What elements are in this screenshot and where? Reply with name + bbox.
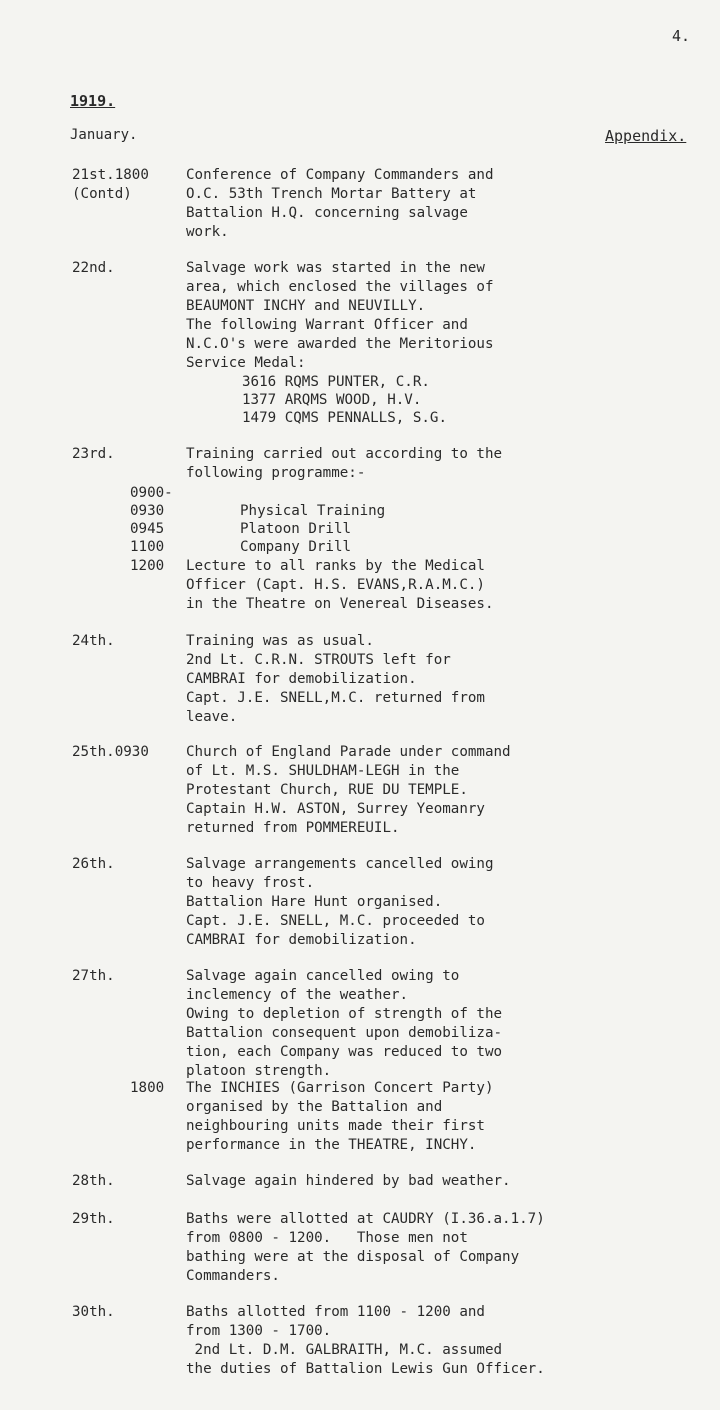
lecture-text: Lecture to all ranks by the Medical Officer (Capt. H.S. EVANS,R.A.M.C.) in the Theatre on Venereal Diseases.: [186, 558, 494, 612]
entry-text: Salvage work was started in the new area, which enclosed the villages of BEAUMONT INCHY and NEUVILLY. The following Warrant Officer and N.C.O's were awarded the Meritorious Service Medal:: [186, 260, 494, 371]
programme-time: 0900-: [130, 485, 173, 501]
entry-date: 24th.: [72, 633, 115, 649]
entry-date: 22nd.: [72, 260, 115, 276]
entry-text: Baths were allotted at CAUDRY (I.36.a.1.7) from 0800 - 1200. Those men not bathing were at the disposal of Company Commanders.: [186, 1211, 545, 1284]
entry-text: Baths allotted from 1100 - 1200 and from 1300 - 1700.: [186, 1304, 485, 1339]
entry-text: Training carried out according to the following programme:-: [186, 446, 503, 481]
entry-date: 23rd.: [72, 446, 115, 462]
month-heading: January.: [70, 127, 138, 143]
entry-date: 28th.: [72, 1173, 115, 1189]
programme-time: 0945: [130, 521, 165, 537]
entry-date: 25th.0930: [72, 744, 149, 760]
entry-text: Conference of Company Commanders and O.C. 53th Trench Mortar Battery at Battalion H.Q. concerning salvage work.: [186, 167, 494, 240]
entry-date: 26th.: [72, 856, 115, 872]
appendix-heading: Appendix.: [605, 127, 687, 145]
page-number: 4.: [672, 27, 691, 45]
programme-activity: Physical Training: [240, 503, 386, 519]
programme-activity: Platoon Drill: [240, 521, 352, 537]
entry-date: 27th.: [72, 968, 115, 984]
entry-date: 21st.1800 (Contd): [72, 167, 149, 202]
entry-text: Training was as usual. 2nd Lt. C.R.N. STROUTS left for CAMBRAI for demobilization. Capt. J.E. SNELL,M.C. returned from leave.: [186, 633, 485, 725]
entry-text: Church of England Parade under command of Lt. M.S. SHULDHAM-LEGH in the Protestant Church, RUE DU TEMPLE. Captain H.W. ASTON, Surrey Yeomanry returned from POMMEREUIL.: [186, 744, 511, 836]
award-recipient: 1479 CQMS PENNALLS, S.G.: [242, 410, 447, 426]
award-recipient: 1377 ARQMS WOOD, H.V.: [242, 392, 422, 408]
programme-time: 1100: [130, 539, 165, 555]
entry-text: Salvage arrangements cancelled owing to heavy frost. Battalion Hare Hunt organised. Capt. J.E. SNELL, M.C. proceeded to CAMBRAI for demobilization.: [186, 856, 494, 948]
programme-activity: Company Drill: [240, 539, 352, 555]
year-heading: 1919.: [70, 92, 116, 110]
concert-time: 1800: [130, 1080, 165, 1096]
entry-text: Salvage again cancelled owing to inclemency of the weather. Owing to depletion of strength of the Battalion consequent upon demobiliza- tion, each Company was reduced to two platoon strength.: [186, 968, 503, 1079]
award-recipient: 3616 RQMS PUNTER, C.R.: [242, 374, 430, 390]
entry-text: Salvage again hindered by bad weather.: [186, 1173, 511, 1189]
concert-text: The INCHIES (Garrison Concert Party) organised by the Battalion and neighbouring units made their first performance in the THEATRE, INCHY.: [186, 1080, 494, 1153]
entry-text-continued: 2nd Lt. D.M. GALBRAITH, M.C. assumed the duties of Battalion Lewis Gun Officer.: [186, 1342, 545, 1377]
entry-date: 30th.: [72, 1304, 115, 1320]
lecture-time: 1200: [130, 558, 165, 574]
entry-date: 29th.: [72, 1211, 115, 1227]
programme-time: 0930: [130, 503, 165, 519]
